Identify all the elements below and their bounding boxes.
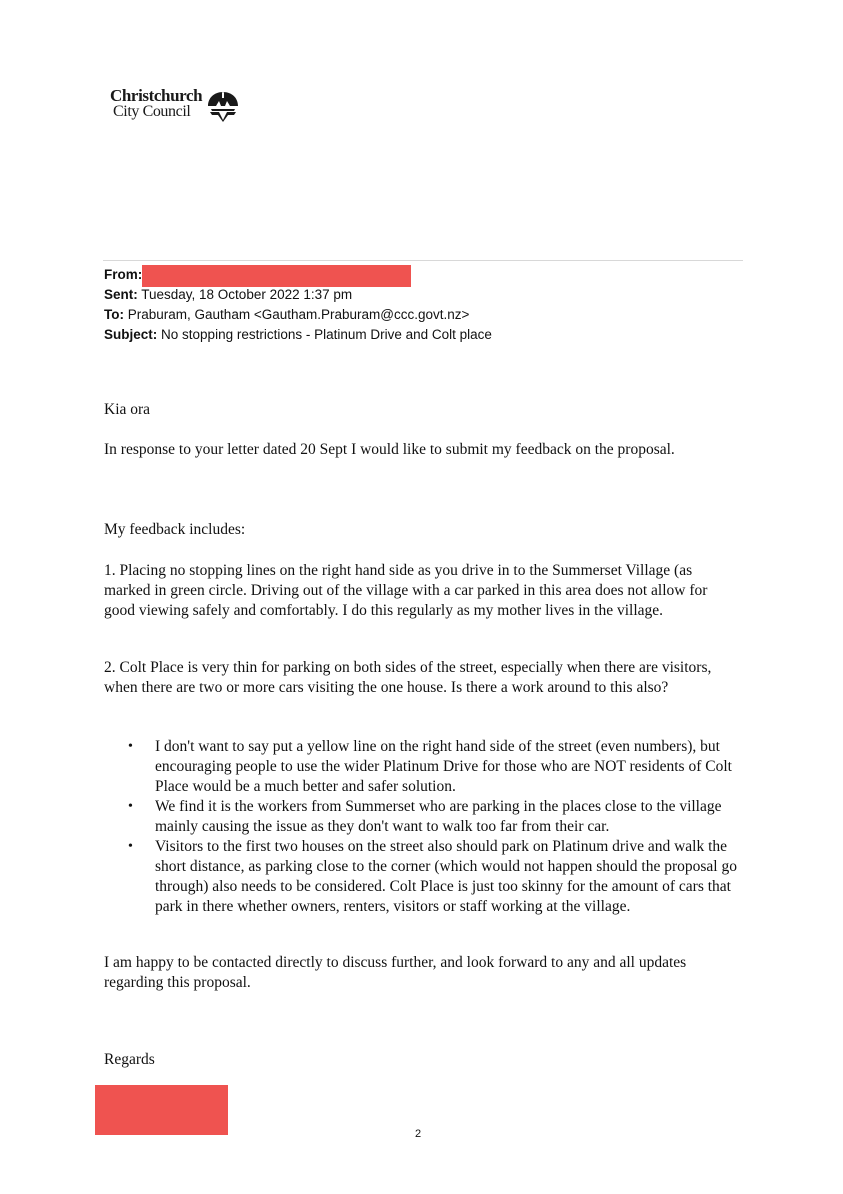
subject-label: Subject:: [104, 327, 158, 342]
to-value: Praburam, Gautham <Gautham.Praburam@ccc.govt.nz>: [127, 307, 470, 322]
sign-off: Regards: [104, 1051, 155, 1068]
sender-redaction: [142, 265, 411, 287]
from-label: From:: [104, 267, 143, 282]
feedback-heading: My feedback includes:: [104, 521, 246, 538]
feedback-point-1: 1. Placing no stopping lines on the right hand side as you drive in to the Summerset Village (as marked in green circle. Driving out of the village with a car parked in this area does not allow for good viewing safely and comfortably. I do this regularly as my mother lives in the village.: [104, 562, 708, 619]
intro-paragraph: In response to your letter dated 20 Sept I would like to submit my feedback on the proposal.: [104, 441, 675, 458]
logo-wordmark: [110, 88, 202, 120]
bullet-item: • I don't want to say put a yellow line on the right hand side of the street (even numbers), but encouraging people to use the wider Platinum Drive for those who are NOT residents of Colt Place would be a much better and safer solution.: [128, 737, 738, 797]
bullet-item: • We find it is the workers from Summerset who are parking in the places close to the village mainly causing the issue as they don't want to walk too far from their car.: [128, 797, 738, 837]
greeting: Kia ora: [104, 401, 151, 418]
subject-row: [104, 325, 492, 345]
header-divider: [103, 260, 743, 261]
logo-line-1: Christchurch: [110, 86, 203, 105]
signature-redaction: [95, 1085, 228, 1135]
feedback-bullets: [128, 737, 738, 917]
feedback-point-2: 2. Colt Place is very thin for parking on both sides of the street, especially when there are visitors, when there are two or more cars visiting the one house. Is there a work around to this also?: [104, 659, 712, 696]
sent-label: Sent:: [104, 287, 138, 302]
logo-line-2: City Council: [113, 103, 191, 120]
sent-row: [104, 285, 492, 305]
page-number: 2: [415, 1128, 422, 1140]
sent-value: Tuesday, 18 October 2022 1:37 pm: [141, 287, 353, 302]
subject-value: No stopping restrictions - Platinum Drive and Colt place: [161, 327, 492, 342]
to-row: [104, 305, 492, 325]
closing-paragraph: I am happy to be contacted directly to discuss further, and look forward to any and all updates regarding this proposal.: [104, 954, 687, 991]
bullet-item: • Visitors to the first two houses on the street also should park on Platinum drive and walk the short distance, as parking close to the corner (which would not happen should the proposal go through) also needs to be considered. Colt Place is just too skinny for the amount of cars that park in there whether owners, renters, visitors or staff working at the village.: [128, 837, 738, 917]
cathedral-emblem-icon: [206, 90, 240, 122]
council-logo: [110, 88, 240, 124]
to-label: To:: [104, 307, 124, 322]
